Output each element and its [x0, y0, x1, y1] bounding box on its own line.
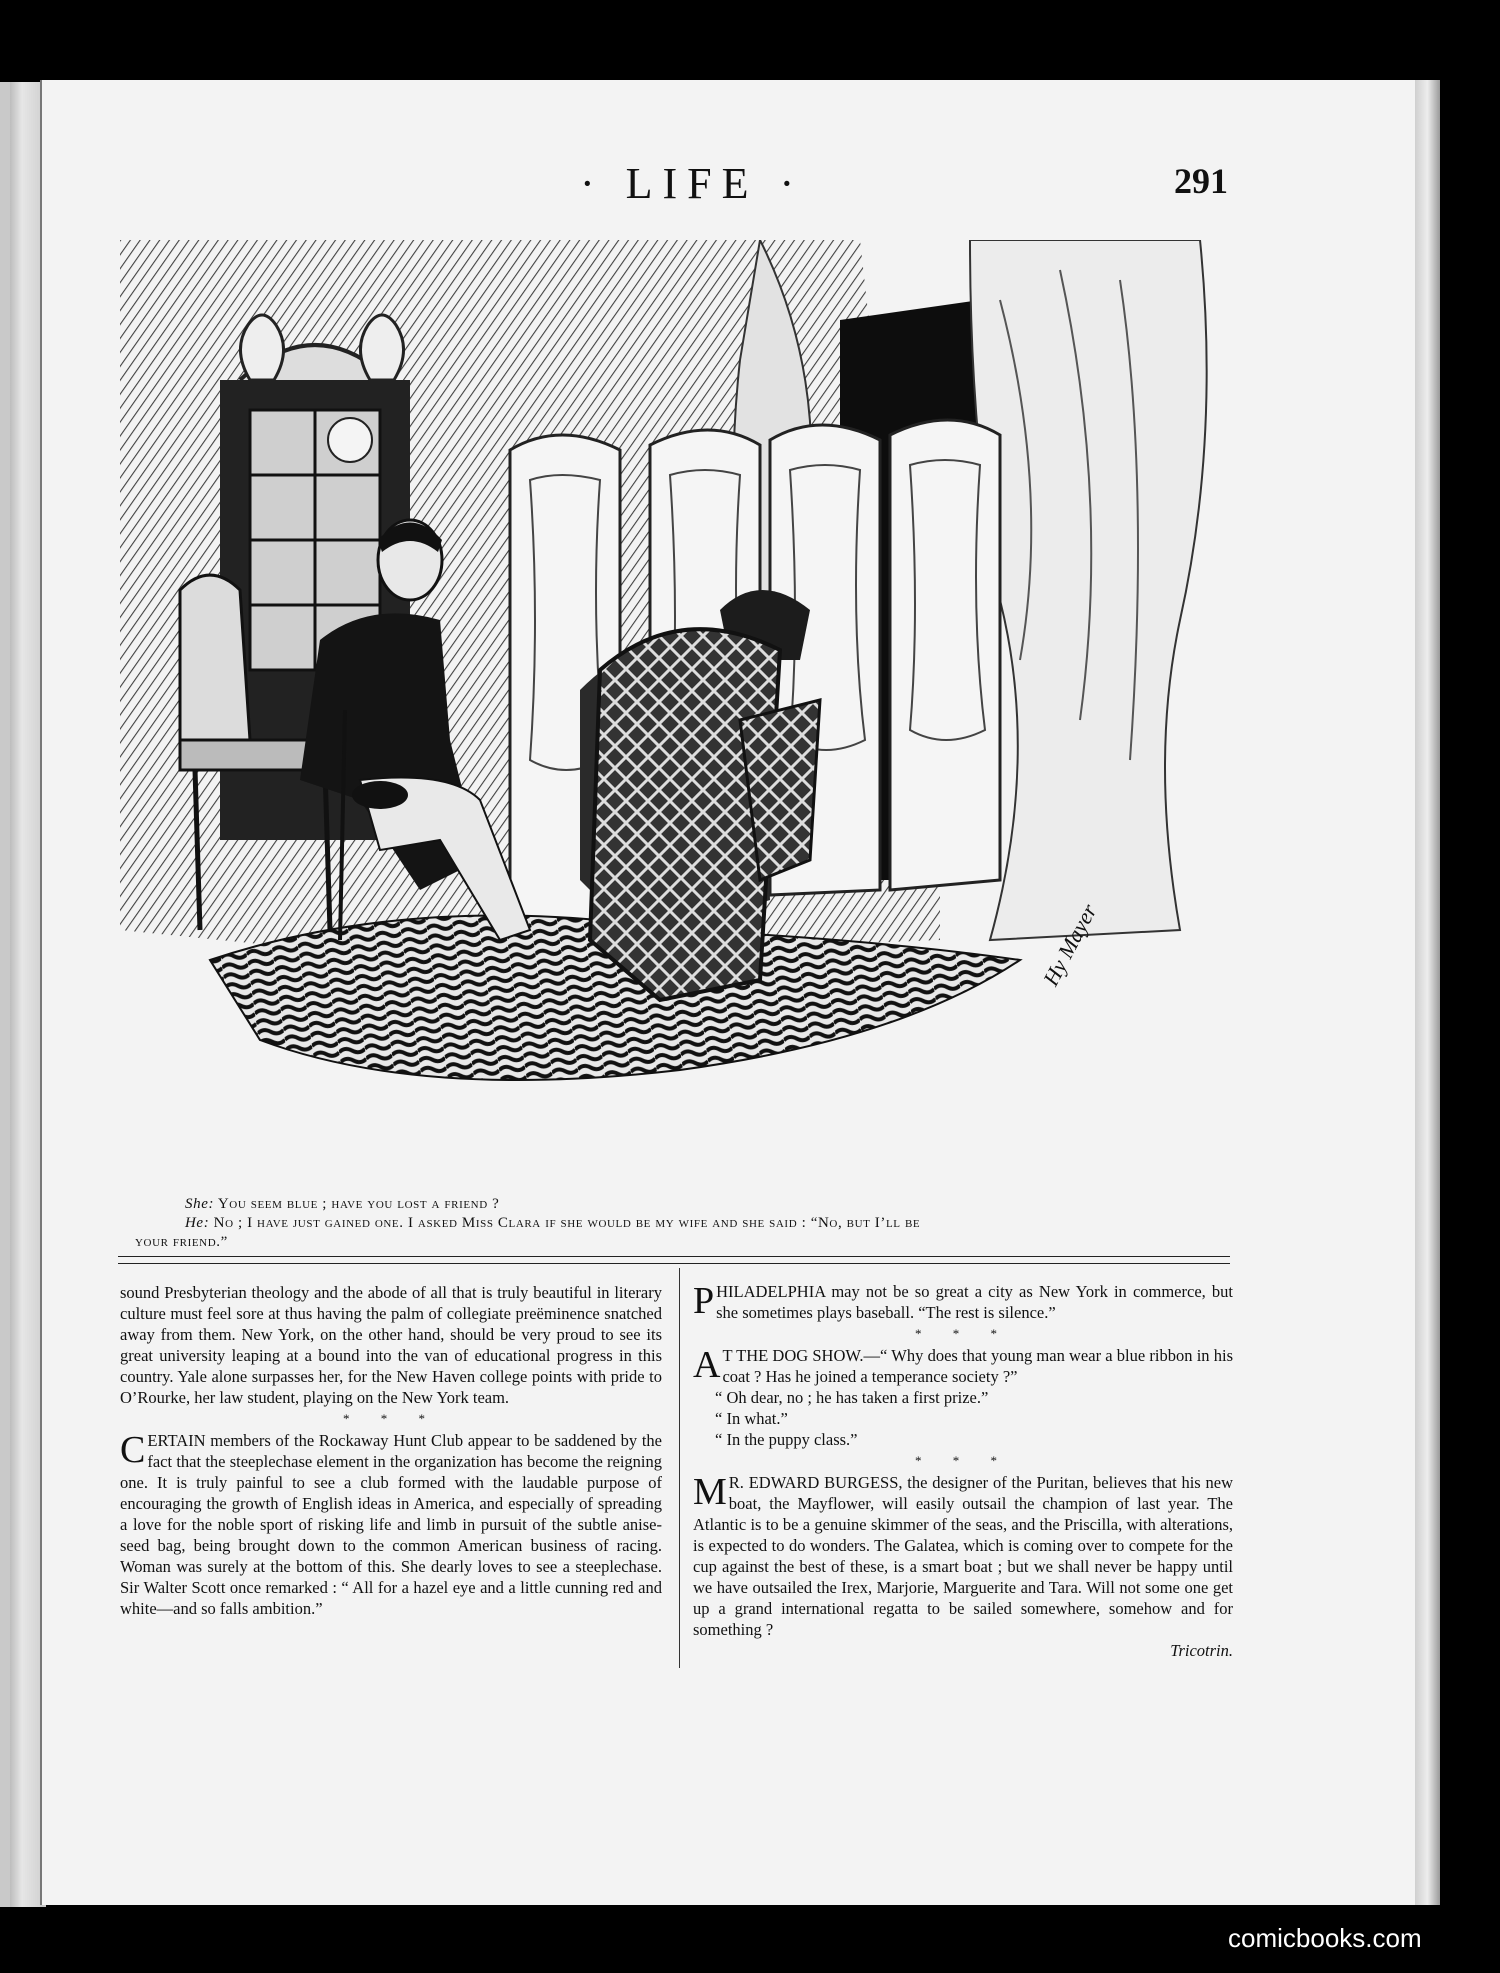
column-divider [679, 1268, 680, 1668]
previous-page-shadow [10, 82, 40, 1907]
caption-he-label: He: [185, 1215, 210, 1231]
caption-he-text-cont: your friend.” [135, 1234, 228, 1250]
drop-cap: C [120, 1429, 146, 1471]
caption-she-text: You seem blue ; have you lost a friend ? [217, 1196, 500, 1212]
article-paragraph-burgess: M R. EDWARD BURGESS, the designer of the Puritan, believes that his new boat, the Mayflower, will easily outsail the champion of last year. The Atlantic is to be a genuine skimmer of the seas, and the Priscilla, with alterations, is expected to do wonders. The Galatea, which is coming over to compete for the cup against the best of these, is a smart boat ; but we shall never be happy until we have outsailed the Irex, Marjorie, Marguerite and Tara. Will not some one get up a grand international regatta to be sailed somewhere, somehow and for something ? [693, 1471, 1233, 1639]
article-paragraph: sound Presbyterian theology and the abode of all that is truly beautiful in literary culture must feel sore at thus having the palm of collegiate preëminence snatched away from them. New York, on the other hand, should be very proud to see its great university leaping at a bound into the van of educational progress in this country. Yale alone surpasses her, for the New Haven college points with pride to O’Rourke, her law student, playing on the New York team. [120, 1283, 662, 1407]
drop-cap: P [693, 1280, 715, 1322]
dialogue-line: “ Oh dear, no ; he has taken a first prize.” [715, 1388, 989, 1407]
page-number: 291 [1174, 161, 1228, 201]
section-separator: * * * [915, 1453, 1011, 1468]
right-column [693, 1281, 1233, 1661]
drop-cap: M [693, 1471, 727, 1513]
dialogue-line: “ In what.” [715, 1409, 788, 1428]
author-signoff: Tricotrin. [1170, 1641, 1233, 1660]
illustration-caption [135, 1195, 1220, 1252]
caption-he-text: No ; I have just gained one. I asked Miss Clara if she would be my wife and she said : “No, but I’ll be [213, 1215, 921, 1231]
section-separator: * * * [343, 1411, 439, 1426]
section-rule-double [118, 1263, 1230, 1264]
section-separator: * * * [915, 1326, 1011, 1341]
page-stack-edge [1415, 80, 1440, 1905]
masthead-title: · LIFE · [580, 159, 805, 208]
left-column [120, 1282, 662, 1619]
section-rule [118, 1256, 1230, 1257]
caption-she-label: She: [185, 1196, 215, 1212]
drawing-room-illustration [120, 240, 1220, 1180]
article-paragraph-philadelphia: PHILADELPHIA may not be so great a city as New York in commerce, but she sometimes plays baseball. “The rest is silence.” [693, 1280, 1233, 1322]
artist-signature: Hy Mayer [1038, 899, 1102, 990]
article-paragraph-rockaway: CERTAIN members of the Rockaway Hunt Club appear to be saddened by the fact that the steeplechase element in the organization has become the reigning one. It is truly painful to see a club formed with the laudable purpose of encouraging the growth of English ideas in America, and especially of spreading a love for the noble sport of risking life and limb in pursuit of the subtle anise-seed bag, being brought down to the common American business of racing. Woman was surely at the bottom of this. She dearly loves to see a steeplechase. Sir Walter Scott once remarked : “ All for a hazel eye and a little cunning red and white—and so falls ambition.” [120, 1429, 662, 1618]
article-paragraph-dog-show: A T THE DOG SHOW.—“ Why does that young man wear a blue ribbon in his coat ? Has he joined a temperance society ?” [693, 1344, 1233, 1386]
dialogue-line: “ In the puppy class.” [715, 1430, 858, 1449]
site-watermark: comicbooks.com [1228, 1923, 1422, 1953]
drop-cap: A [693, 1344, 721, 1386]
